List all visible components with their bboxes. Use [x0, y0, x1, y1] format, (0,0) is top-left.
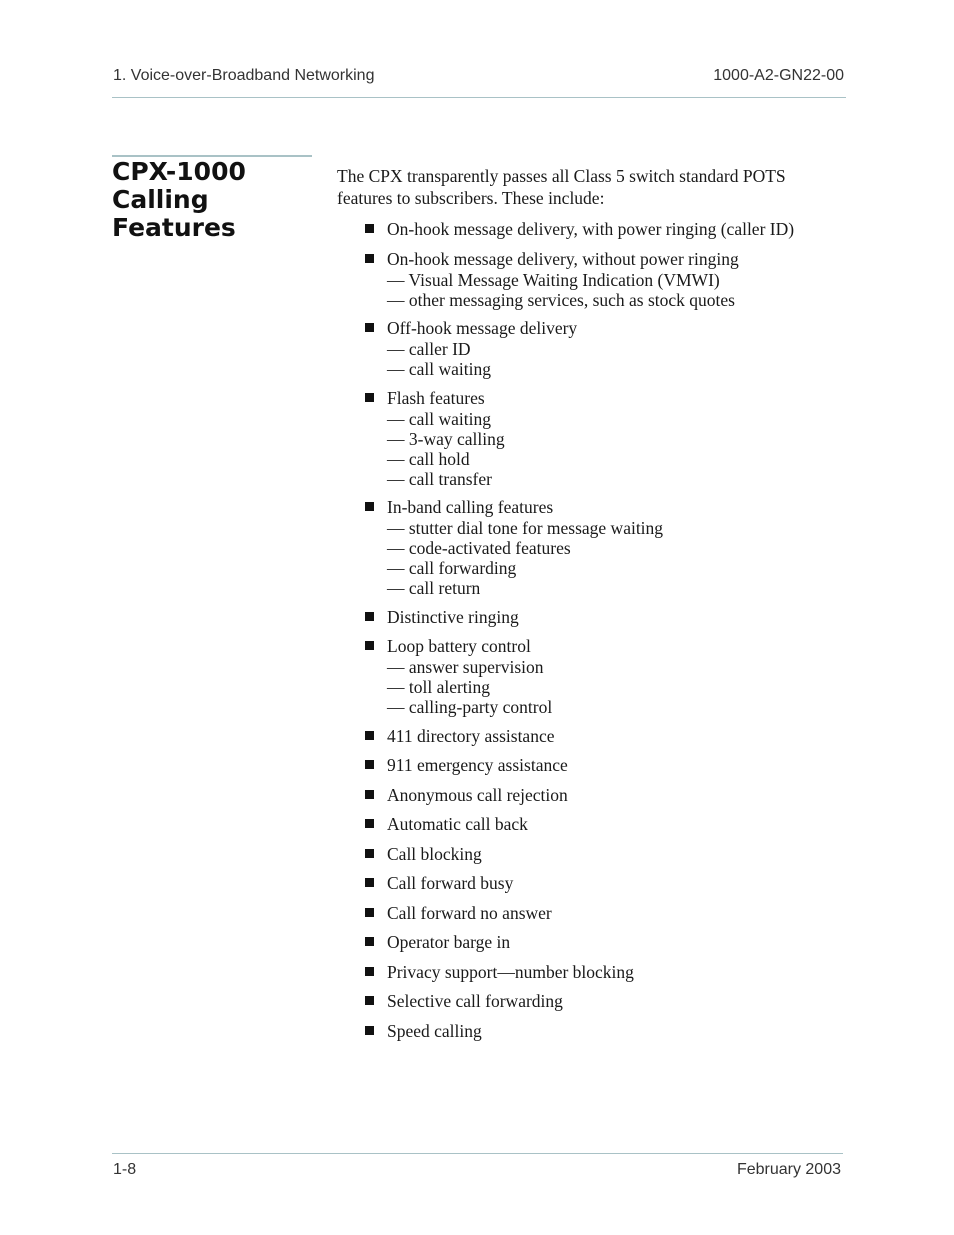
feature-label: On-hook message delivery, without power ringing [387, 248, 739, 269]
header-doc-number: 1000-A2-GN22-00 [713, 67, 844, 84]
feature-item [337, 1020, 847, 1042]
feature-item [337, 872, 847, 894]
section-title-line: Features [112, 213, 236, 242]
square-bullet-icon [365, 1026, 374, 1035]
feature-subitem: — call return [387, 578, 481, 598]
feature-item [337, 990, 847, 1012]
feature-subitem: — stutter dial tone for message waiting [387, 518, 664, 538]
feature-item [337, 725, 847, 747]
feature-item [337, 931, 847, 953]
feature-label: 911 emergency assistance [387, 755, 568, 775]
square-bullet-icon [365, 878, 374, 887]
feature-subitem: — other messaging services, such as stock quotes [387, 289, 735, 310]
square-bullet-icon [365, 849, 374, 858]
feature-subitem: — call waiting [387, 408, 492, 429]
feature-label: Call forward busy [387, 873, 514, 893]
feature-label: Anonymous call rejection [387, 784, 568, 805]
section-title-line: CPX-1000 [112, 157, 246, 186]
feature-item [337, 248, 847, 310]
square-bullet-icon [365, 641, 374, 650]
feature-item [337, 961, 847, 983]
feature-label: Distinctive ringing [387, 606, 519, 627]
feature-label: Selective call forwarding [387, 991, 563, 1011]
square-bullet-icon [365, 393, 374, 402]
header-divider [112, 97, 846, 98]
feature-label: Automatic call back [387, 814, 528, 834]
square-bullet-icon [365, 819, 374, 828]
intro-paragraph: The CPX transparently passes all Class 5 switch standard POTS features to subscribers. These include: [337, 166, 786, 208]
feature-item [337, 813, 847, 835]
feature-item [337, 784, 847, 806]
feature-subitem: — call transfer [387, 468, 492, 489]
page-number: 1-8 [113, 1161, 137, 1178]
feature-label: Operator barge in [387, 932, 511, 952]
square-bullet-icon [365, 937, 374, 946]
feature-item [337, 317, 847, 379]
feature-item [337, 635, 847, 717]
square-bullet-icon [365, 254, 374, 263]
square-bullet-icon [365, 908, 374, 917]
feature-subitem: — call forwarding [387, 558, 517, 578]
square-bullet-icon [365, 502, 374, 511]
feature-label: Loop battery control [387, 636, 531, 656]
square-bullet-icon [365, 612, 374, 621]
feature-subitem: — answer supervision [387, 657, 544, 677]
feature-item [337, 754, 847, 776]
feature-item [337, 218, 847, 240]
feature-label: Call blocking [387, 843, 482, 864]
footer-date: February 2003 [736, 1161, 841, 1178]
feature-subitem: — code-activated features [387, 538, 571, 558]
section-title [112, 158, 312, 242]
square-bullet-icon [365, 790, 374, 799]
feature-subitem: — caller ID [387, 339, 471, 359]
feature-item [337, 902, 847, 924]
footer-divider [112, 1153, 843, 1154]
feature-subitem: — call waiting [387, 359, 492, 379]
section-title-line: Calling [112, 185, 209, 214]
feature-label: Off-hook message delivery [387, 318, 578, 338]
feature-label: Flash features [387, 387, 485, 408]
feature-subitem: — call hold [387, 448, 470, 469]
feature-subitem: — Visual Message Waiting Indication (VMWI) [387, 269, 720, 290]
feature-label: Speed calling [387, 1020, 482, 1041]
square-bullet-icon [365, 323, 374, 332]
feature-subitem: — 3-way calling [387, 428, 505, 449]
square-bullet-icon [365, 996, 374, 1005]
feature-label: On-hook message delivery, with power ringing (caller ID) [387, 219, 795, 239]
feature-label: In-band calling features [387, 497, 554, 517]
feature-label: Privacy support—number blocking [387, 961, 634, 982]
feature-label: 411 directory assistance [387, 725, 555, 746]
square-bullet-icon [365, 731, 374, 740]
square-bullet-icon [365, 967, 374, 976]
feature-item [337, 606, 847, 628]
feature-item [337, 496, 847, 598]
feature-subitem: — toll alerting [387, 677, 491, 697]
feature-list [337, 218, 847, 1049]
feature-item [337, 843, 847, 865]
header-chapter: 1. Voice-over-Broadband Networking [113, 67, 375, 84]
feature-item [337, 387, 847, 489]
square-bullet-icon [365, 760, 374, 769]
feature-subitem: — calling-party control [387, 697, 553, 717]
square-bullet-icon [365, 224, 374, 233]
feature-label: Call forward no answer [387, 902, 552, 923]
